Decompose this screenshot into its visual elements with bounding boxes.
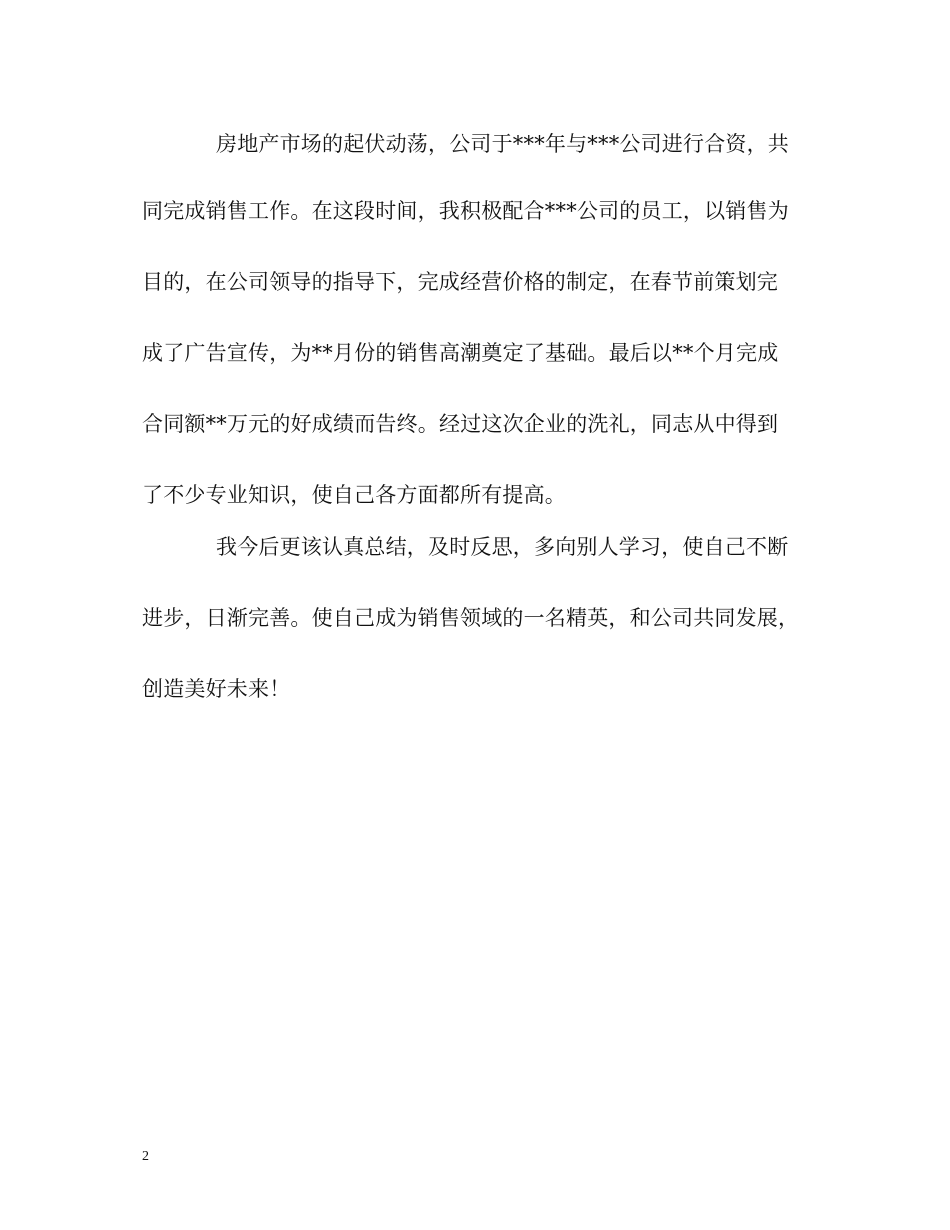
paragraph-2-line-2: 进步，日渐完善。使自己成为销售领域的一名精英，和公司共同发展， [142,606,800,630]
paragraph-1-line-4: 成了广告宣传，为**月份的销售高潮奠定了基础。最后以**个月完成 [142,341,779,365]
paragraph-2-line-3: 创造美好未来！ [142,677,291,701]
paragraph-1-line-5: 合同额**万元的好成绩而告终。经过这次企业的洗礼，同志从中得到 [142,412,779,436]
document-body [142,124,822,709]
paragraph-1-line-6: 了不少专业知识，使自己各方面都所有提高。 [142,483,566,507]
paragraph-1-line-3: 目的，在公司领导的指导下，完成经营价格的制定，在春节前策划完 [142,270,778,294]
paragraph-1-line-1: 房地产市场的起伏动荡，公司于***年与***公司进行合资，共 [216,132,789,156]
paragraph-1-line-2: 同完成销售工作。在这段时间，我积极配合***公司的员工，以销售为 [142,199,789,223]
paragraph-2-line-1: 我今后更该认真总结，及时反思，多向别人学习，使自己不断 [216,535,789,559]
page-number: 2 [142,1149,149,1164]
